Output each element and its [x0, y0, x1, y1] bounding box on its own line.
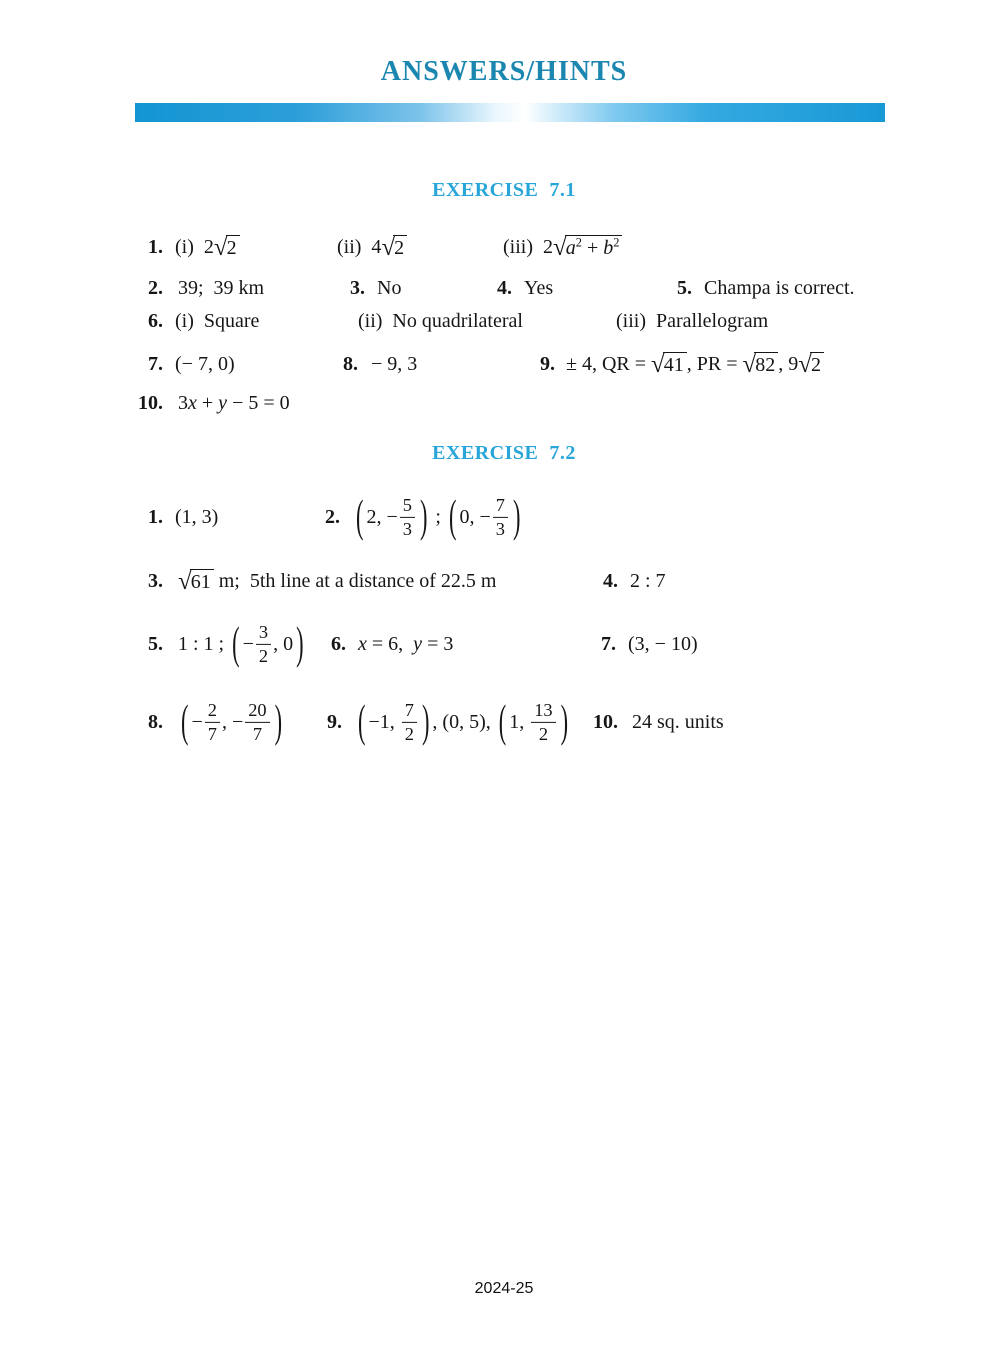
item-number: 2. — [325, 506, 340, 528]
radical-sign: √ — [553, 233, 567, 261]
item-number: 7. — [148, 353, 163, 375]
fraction — [402, 700, 417, 744]
math-variable: a — [565, 237, 576, 259]
fraction-denominator: 3 — [402, 518, 412, 539]
fraction — [493, 495, 508, 539]
square-root — [798, 352, 824, 376]
page-title: ANSWERS/HINTS — [380, 56, 628, 87]
item-content: ± 4, QR = √ 41 , PR = √ 82 , 9 √ 2 — [566, 352, 824, 376]
item-content: (i) 2 √ 2 — [175, 235, 240, 259]
answer-row — [0, 227, 1008, 267]
radical-sign: √ — [742, 350, 757, 378]
square-root — [743, 352, 779, 376]
big-paren: ( — [448, 489, 457, 542]
big-paren: ) — [296, 616, 304, 669]
item-content: Yes — [524, 277, 554, 299]
radicand: 61 — [190, 569, 214, 593]
item-number: 5. — [677, 277, 692, 299]
item-number: 10. — [593, 711, 618, 733]
item-number: 1. — [148, 236, 163, 258]
radicand: 2 — [810, 352, 824, 376]
answer-row — [0, 388, 1008, 418]
fraction-numerator: 20 — [245, 700, 269, 723]
fraction-denominator: 7 — [207, 723, 217, 744]
fraction-numerator: 7 — [402, 700, 417, 723]
radicand: 41 — [663, 352, 687, 376]
answer-row — [0, 273, 1008, 303]
fraction-numerator: 13 — [531, 700, 555, 723]
item-content: 24 sq. units — [632, 711, 724, 733]
answer-row — [0, 344, 1008, 384]
math-variable: x — [188, 392, 197, 414]
exercise-heading-2: EXERCISE 7.2 — [432, 442, 576, 464]
item-number: 3. — [350, 277, 365, 299]
item-content: No — [377, 277, 402, 299]
square-root — [651, 352, 687, 376]
item-content: (iii) Parallelogram — [616, 310, 769, 332]
page-footer: 2024-25 — [474, 1280, 534, 1297]
radicand: 82 — [754, 352, 778, 376]
answer-row — [0, 306, 1008, 336]
fraction-denominator: 2 — [404, 723, 414, 744]
square-root — [178, 569, 214, 593]
answer-row — [0, 484, 1008, 550]
answer-row — [0, 687, 1008, 757]
item-content: 3 x + y − 5 = 0 — [178, 392, 290, 414]
fraction — [245, 700, 269, 744]
answer-row — [0, 611, 1008, 677]
math-variable: y — [413, 633, 423, 655]
item-number: 8. — [148, 711, 163, 733]
big-paren: ( — [356, 489, 364, 542]
item-number: 4. — [497, 277, 512, 299]
fraction — [256, 622, 271, 666]
big-paren: ) — [419, 489, 428, 542]
item-number: 4. — [603, 570, 618, 592]
item-content: 1 : 1 ; ( − $\frac{3}{2}$ , 0 ) — [178, 616, 304, 669]
item-number: 6. — [148, 310, 163, 332]
item-content: ( −1, $\frac{7}{2}$ ) , (0, 5), ( 1, $\frac{13}{2}$ ) — [358, 694, 569, 747]
item-number: 7. — [601, 633, 616, 655]
fraction-denominator: 2 — [538, 723, 549, 744]
item-number: 6. — [331, 633, 346, 655]
math-variable: x — [358, 633, 367, 655]
radical-sign: √ — [798, 350, 812, 378]
item-content: (ii) No quadrilateral — [358, 310, 523, 332]
big-paren: ( — [498, 694, 507, 747]
item-content: − 9, 3 — [371, 353, 418, 375]
fraction-numerator: 3 — [256, 622, 271, 645]
fraction-denominator: 2 — [258, 645, 269, 666]
fraction — [400, 495, 415, 539]
big-paren: ) — [560, 694, 569, 747]
exercise-heading-1: EXERCISE 7.1 — [432, 179, 576, 201]
big-paren: ( — [358, 694, 366, 747]
item-content: (ii) 4 √ 2 — [337, 235, 407, 259]
big-paren: ) — [274, 694, 283, 747]
item-content: (i) Square — [175, 310, 260, 332]
fraction-denominator: 7 — [252, 723, 263, 744]
item-number: 9. — [540, 353, 555, 375]
big-paren: ) — [512, 489, 521, 542]
superscript: 2 — [613, 235, 620, 250]
square-root — [214, 235, 240, 259]
item-number: 3. — [148, 570, 163, 592]
item-number: 10. — [138, 392, 163, 414]
item-number: 8. — [343, 353, 358, 375]
radicand: $a^2 + b^2$ — [565, 235, 623, 259]
item-content: x = 6, y = 3 — [358, 633, 454, 655]
radical-sign: √ — [178, 567, 192, 595]
radicand: 2 — [226, 235, 240, 259]
math-variable: b — [603, 237, 614, 259]
fraction-numerator: 2 — [205, 700, 220, 723]
big-paren: ( — [232, 616, 240, 669]
item-content: (iii) 2 √ $a^2 + b^2$ — [503, 235, 622, 259]
fraction-denominator: 3 — [495, 518, 505, 539]
item-content: (1, 3) — [175, 506, 219, 528]
radical-sign: √ — [381, 233, 396, 261]
big-paren: ( — [181, 694, 189, 747]
item-number: 9. — [327, 711, 342, 733]
square-root — [553, 235, 622, 259]
radicand: 2 — [393, 235, 407, 259]
fraction-numerator: 5 — [400, 495, 415, 518]
fraction — [205, 700, 220, 744]
fraction-numerator: 7 — [493, 495, 508, 518]
item-content: ( − $\frac{2}{7}$ , − $\frac{20}{7}$ ) — [181, 694, 283, 747]
item-content: √ 61 m; 5th line at a distance of 22.5 m — [178, 567, 497, 595]
item-number: 1. — [148, 506, 163, 528]
item-content: (− 7, 0) — [175, 353, 235, 375]
fraction — [531, 700, 555, 744]
answer-row — [0, 562, 1008, 600]
superscript: 2 — [575, 235, 582, 250]
big-paren: ) — [421, 694, 430, 747]
item-content: 2 : 7 — [630, 570, 666, 592]
item-content: (3, − 10) — [628, 633, 698, 655]
item-content: ( 2, − $\frac{5}{3}$ ) ; ( 0, − $\frac{7}{3}$ ) — [356, 489, 521, 542]
item-number: 5. — [148, 633, 163, 655]
radical-sign: √ — [651, 350, 665, 378]
radical-sign: √ — [213, 233, 228, 261]
square-root — [381, 235, 407, 259]
math-variable: y — [218, 392, 228, 414]
item-content: 39; 39 km — [178, 277, 265, 299]
item-content: Champa is correct. — [704, 277, 855, 299]
item-number: 2. — [148, 277, 163, 299]
